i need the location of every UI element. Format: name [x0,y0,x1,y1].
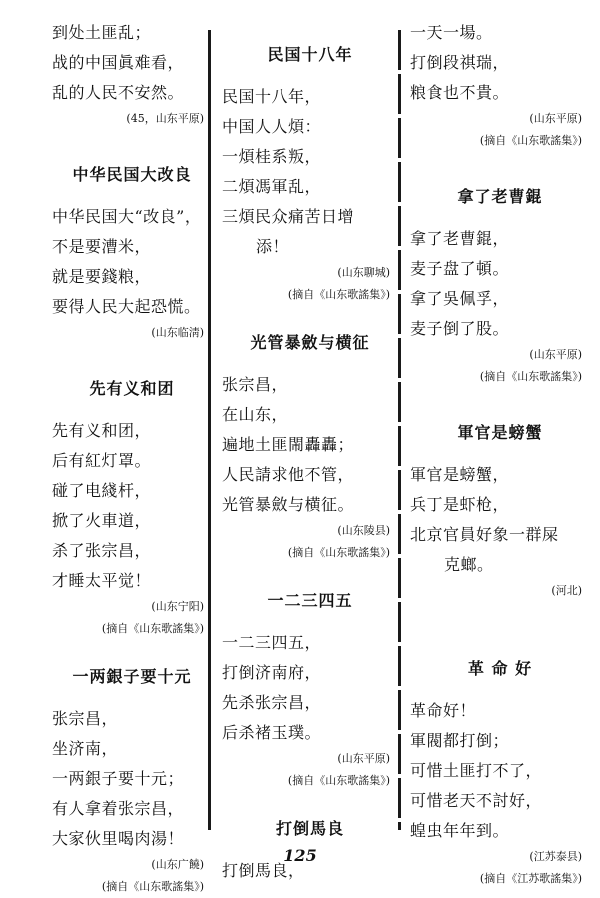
verse-line: 一两銀子要十元； [52,769,185,788]
verse-line: 张宗昌， [222,375,289,394]
poem-citation: (摘自《山东歌謠集》) [479,370,582,383]
verse-line: 粮食也不貴。 [410,83,510,102]
verse-line: 中国人人煩： [222,117,322,136]
poem-title: 一二三四五 [267,591,353,610]
poem-source: (山东宁阳) [151,600,204,613]
verse-line: 中华民国大“改良”， [52,207,202,226]
verse-line: 杀了张宗昌， [52,541,152,560]
verse-line: 大家伙里喝肉湯！ [52,829,185,848]
verse-line: 三煩民众痛苦日增 [222,207,355,226]
verse-line: 一天一場。 [410,23,493,42]
verse-line: 克螂。 [444,555,494,574]
poem-title: 拿了老曹錕 [457,187,543,206]
poem-citation: (摘自《山东歌謠集》) [287,774,390,787]
poem-title: 革 命 好 [467,659,533,678]
poem-citation: (摘自《山东歌謠集》) [101,622,204,635]
poem-title: 打倒馬良 [275,819,344,838]
verse-line: 兵丁是虾枪， [410,495,510,514]
poem-source: (山东平原) [337,752,390,765]
verse-line: 坐济南， [52,739,119,758]
verse-line: 民国十八年， [222,87,322,106]
poem-citation: (摘自《山东歌謠集》) [479,134,582,147]
verse-line: 添！ [256,237,290,256]
verse-line: 先杀张宗昌， [222,693,322,712]
verse-line: 拿了老曹錕， [410,229,510,248]
poem-source: (江苏泰县) [529,850,582,863]
verse-line: 軍官是螃蟹， [410,465,510,484]
page-number: 125 [283,846,317,865]
poem-title: 軍官是螃蟹 [457,423,543,442]
poem-source: (山东聊城) [337,266,390,279]
verse-line: 可惜土匪打不了， [410,761,543,780]
poem-title: 中华民国大改良 [72,165,192,184]
column-2 [222,18,398,886]
verse-line: 打倒段祺瑞， [410,53,510,72]
poem-citation: (摘自《山东歌謠集》) [101,880,204,893]
poem-source: (山东陵县) [337,524,390,537]
verse-line: 一二三四五， [222,633,322,652]
verse-line: 二煩馮軍乱， [222,177,322,196]
verse-line: 有人拿着张宗昌， [52,799,185,818]
poem-source: (山东临淸) [151,326,204,339]
poem-title: 民国十八年 [267,45,353,64]
poem-title: 光管暴斂与横征 [250,333,370,352]
verse-line: 拿了吳佩孚， [410,289,510,308]
verse-line: 碰了电綫杆， [52,481,152,500]
poem-source: (河北) [551,584,582,597]
verse-line: 遍地土匪閙轟轟； [222,435,355,454]
column-1 [52,18,212,898]
poem-source: (山东广饒) [151,858,204,871]
poem-title: 先有义和团 [89,379,175,398]
verse-line: 可惜老天不討好， [410,791,543,810]
verse-line: 麦子倒了股。 [410,319,510,338]
verse-line: 乱的人民不安然。 [52,83,185,102]
verse-line: 打倒馬良， [222,861,305,880]
verse-line: 先有义和团， [52,421,152,440]
verse-line: 到处土匪乱； [52,23,152,42]
verse-line: 蝗虫年年到。 [410,821,510,840]
verse-line: 一煩桂系叛， [222,147,322,166]
verse-line: 人民請求他不管， [222,465,355,484]
poem-source: (山东平原) [529,112,582,125]
poem-citation: (摘自《山东歌謠集》) [287,546,390,559]
verse-line: 打倒济南府， [222,663,322,682]
verse-line: 掀了火車道， [52,511,152,530]
poem-citation: (摘自《江苏歌謠集》) [479,872,582,885]
verse-line: 后有紅灯罩。 [52,451,152,470]
poem-source: (45，山东平原) [126,112,204,125]
verse-line: 麦子盘了頓。 [410,259,510,278]
verse-line: 不是要漕米， [52,237,152,256]
verse-line: 要得人民大起恐慌。 [52,297,201,316]
verse-line: 战的中国眞难看， [52,53,185,72]
verse-line: 就是要錢粮， [52,267,152,286]
column-3 [410,18,590,890]
verse-line: 在山东， [222,405,289,424]
verse-line: 张宗昌， [52,709,119,728]
column-divider-right [398,30,401,830]
verse-line: 光管暴斂与横征。 [222,495,355,514]
verse-line: 才睡太平觉！ [52,571,152,590]
poem-source: (山东平原) [529,348,582,361]
verse-line: 軍閥都打倒； [410,731,510,750]
verse-line: 后杀褚玉璞。 [222,723,322,742]
verse-line: 北京官員好象一群屎 [410,525,559,544]
verse-line: 革命好！ [410,701,477,720]
poem-title: 一两銀子要十元 [72,667,192,686]
poem-citation: (摘自《山东歌謠集》) [287,288,390,301]
